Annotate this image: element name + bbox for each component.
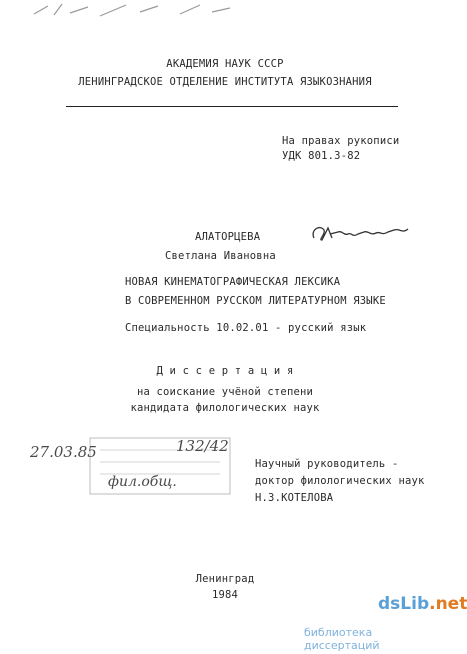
year: 1984: [211, 589, 239, 601]
author-given-names: Светлана Ивановна: [165, 250, 276, 262]
udc-code: УДК 801.3-82: [282, 150, 361, 162]
dslib-subtitle: библиотека диссертаций: [304, 626, 380, 652]
thesis-title-line-1: НОВАЯ КИНЕМАТОГРАФИЧЕСКАЯ ЛЕКСИКА: [125, 276, 341, 288]
thesis-title-line-2: В СОВРЕМЕННОМ РУССКОМ ЛИТЕРАТУРНОМ ЯЗЫКЕ: [125, 295, 386, 307]
dslib-logo: [378, 594, 467, 614]
top-stamp-marks: [30, 0, 250, 22]
supervisor-name: Н.З.КОТЕЛОВА: [255, 492, 334, 504]
work-type-line-1: на соискание учёной степени: [136, 386, 314, 398]
work-type-line-2: кандидата филологических наук: [130, 402, 320, 414]
handwritten-fraction: 132/42: [176, 437, 229, 455]
handwritten-dept: фил.общ.: [108, 474, 177, 490]
city: Ленинград: [195, 573, 255, 585]
handwritten-date: 27.03.85: [30, 443, 97, 461]
dslib-logo-part1: dsLib: [378, 594, 430, 614]
institution-line-1: АКАДЕМИЯ НАУК СССР: [166, 58, 284, 70]
institution-line-2: ЛЕНИНГРАДСКОЕ ОТДЕЛЕНИЕ ИНСТИТУТА ЯЗЫКОЗНАНИЯ: [78, 76, 372, 88]
author-signature: [308, 220, 418, 246]
dslib-logo-part2: .net: [429, 594, 467, 614]
author-surname: АЛАТОРЦЕВА: [195, 231, 261, 243]
supervisor-line-1: Научный руководитель -: [255, 458, 399, 470]
specialty: Специальность 10.02.01 - русский язык: [125, 322, 367, 334]
work-type-heading: Д и с с е р т а ц и я: [156, 365, 294, 377]
supervisor-line-2: доктор филологических наук: [255, 475, 425, 487]
rights-line-1: На правах рукописи: [282, 135, 400, 147]
header-divider: [66, 106, 398, 107]
